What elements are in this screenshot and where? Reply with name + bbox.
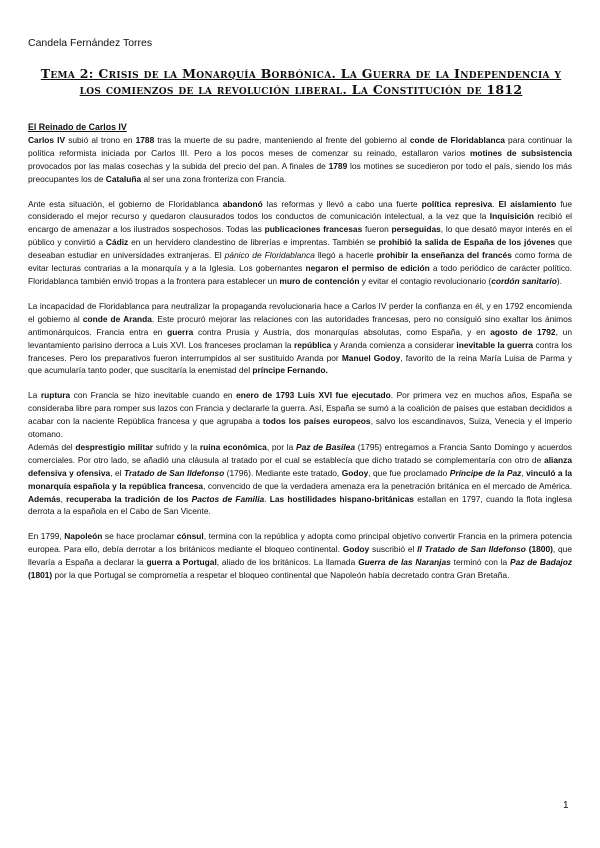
p5-run-1: desprestigio militar <box>75 441 154 452</box>
p5-run-23: Las hostilidades hispano-británicas <box>269 493 414 504</box>
p6-run-7: II Tratado de San Ildefonso <box>417 544 526 555</box>
paragraph-3: La incapacidad de Floridablanca para neutralizar la propaganda revolucionaria hace a Carlos IV perder la confianza en él, y en 1792 encomienda el gobierno al conde de Aranda. Este procuró mejorar las relaciones con las autoridades francesas, pero no consiguió sino exaltar los ánimos antimonárquicos. Francia entra en guerra contra Prusia y Austria, dos monarquías absolutas, como España, y en agosto de 1792, un levantamiento parisino derroca a Luis XVI. Los franceses proclaman la república y Aranda comienza a considerar inevitable la guerra contra los franceses. Pero los preparativos fueron interrumpidos al ser sustituido Aranda por Manuel Godoy, favorito de la reina María Luisa de Parma y que acumularía tanto poder, que suscitaría la enemistad del príncipe Fernando. <box>28 300 573 376</box>
p6-run-15: Paz de Badajoz <box>510 557 573 568</box>
p5-run-5: Paz de Basilea <box>295 441 355 452</box>
paragraph-5: Además del desprestigio militar sufrido y la ruina económica, por la Paz de Basilea (1795) entregamos a Francia Santo Domingo y acuerdos comerciales. Por otro lado, se añadió una cláusula al tratado por el cual se establecía que dicho tratado se complementaría con otro de alianza defensiva y ofensiva, el Tratado de San Ildefonso (1796). Mediante este tratado, Godoy, que fue proclamado Príncipe de la Paz, vinculó a la monarquía española y la república francesa, convencido de que la verdadera amenaza era la penetración británica en el mercado de América. Además, recuperaba la tradición de los Pactos de Familia. Las hostilidades hispano-británicas estallan en 1797, cuando la flota inglesa derrota a la española en el Cabo de San Vicente. <box>28 441 573 517</box>
paragraph-6: En 1799, Napoleón se hace proclamar cónsul, termina con la república y adopta como principal objetivo convertir Francia en la primera potencia europea. Para ello, debía derrotar a los británicos mediante el bloqueo continental. Godoy suscribió el II Tratado de San Ildefonso (1800), que llevaría a España a declarar la guerra a Portugal, aliado de los británicos. La llamada Guerra de las Naranjas terminó con la Paz de Badajoz (1801) por la que Portugal se comprometía a respetar el bloqueo continental que Napoleón había decretado contra Gran Bretaña. <box>28 531 573 581</box>
p5-run-11: Godoy <box>341 467 369 478</box>
document-body <box>28 121 572 594</box>
author-name: Candela Fernández Torres <box>28 37 153 49</box>
p2-run-5: El aislamiento <box>498 198 557 209</box>
p2-run-21: negaron el permiso de edición <box>305 263 430 274</box>
p4-run-5: todos los países europeos <box>262 416 371 427</box>
p6-run-17: (1801) <box>28 570 53 581</box>
page-number: 1 <box>563 800 569 811</box>
p4-run-1: ruptura <box>40 390 71 401</box>
p1-run-6: motines de subsistencia <box>469 147 572 158</box>
p2-run-13: Cádiz <box>105 237 129 248</box>
p2-run-17: pánico de Floridablanca <box>224 250 315 261</box>
p5-run-9: Tratado de San Ildefonso <box>123 467 225 478</box>
p3-run-1: conde de Aranda <box>82 313 152 324</box>
p5-run-17: Además <box>28 493 61 504</box>
p2-run-11: perseguidas <box>391 224 441 235</box>
p2-run-1: abandonó <box>222 198 263 209</box>
p2-run-25: cordón sanitario <box>491 275 557 286</box>
p6-run-5: Godoy <box>342 544 370 555</box>
p3-run-7: república <box>293 339 332 350</box>
paragraph-1: Carlos IV subió al trono en 1788 tras la muerte de su padre, manteniendo al frente del gobierno al conde de Floridablanca para continuar la política reformista iniciada por Carlos III. Pero a los pocos meses de comenzar su reinado, estallaron varios motines de subsistencia provocados por las malas cosechas y la subida del precio del pan. A finales de 1789 los motines se sucedieron por todo el país, siendo los más preocupantes los de Cataluña al ser una zona fronteriza con Francia. <box>28 134 572 184</box>
p5-run-7: alianza defensiva y ofensiva <box>28 454 572 478</box>
p2-run-15: prohibió la salida de España de los jóvenes <box>378 237 556 248</box>
p6-run-3: cónsul <box>176 531 204 542</box>
p2-run-3: política represiva <box>421 198 493 209</box>
p6-run-9: (1800) <box>528 544 553 555</box>
p5-run-3: ruina económica <box>199 441 267 452</box>
p4-run-3: enero de 1793 Luis XVI fue ejecutado <box>236 390 391 401</box>
p6-run-1: Napoleón <box>64 531 103 542</box>
p5-run-15: vinculó a la monarquía española y la república francesa <box>28 467 572 491</box>
p6-run-13: Guerra de las Naranjas <box>358 557 451 568</box>
p1-run-8: 1789 <box>328 160 348 171</box>
p2-run-23: muro de contención <box>279 275 360 286</box>
p5-run-19: recuperaba la tradición de los <box>66 493 189 504</box>
p1-run-2: 1788 <box>135 134 155 145</box>
p3-run-3: guerra <box>167 326 194 337</box>
p1-run-10: Cataluña <box>105 173 142 184</box>
p5-run-13: Príncipe de la Paz <box>449 467 522 478</box>
p1-run-4: conde de Floridablanca <box>409 134 505 145</box>
p2-run-9: publicaciones francesas <box>264 224 363 235</box>
p2-run-19: prohibir la enseñanza del francés <box>376 250 512 261</box>
p1-run-0: Carlos IV <box>28 134 66 145</box>
document-title: Tema 2: Crisis de la Monarquía Borbónica. La Guerra de la Independencia y los comienzos de la revolución liberal. La Constitución de 1812 <box>40 66 562 97</box>
paragraph-4: La ruptura con Francia se hizo inevitable cuando en enero de 1793 Luis XVI fue ejecutado. Por primera vez en muchos años, España se consideraba libre para romper sus lazos con Francia y declararle la guerra. Así, España se sumó a la coalición de países que estaban decididos a acabar con la naciente República francesa y que agrupaba a todos los países europeos, salvo los escandinavos, Suiza, Venecia y el imperio otomano. <box>28 390 572 440</box>
p3-run-11: Manuel Godoy <box>341 352 401 363</box>
p6-run-11: guerra a Portugal <box>146 557 217 568</box>
p2-run-7: Inquisición <box>489 211 534 222</box>
p3-run-13: príncipe Fernando. <box>252 365 328 376</box>
p5-run-21: Pactos de Familia <box>191 493 265 504</box>
section-heading: El Reinado de Carlos IV <box>28 122 127 132</box>
p3-run-5: agosto de 1792 <box>490 326 556 337</box>
paragraph-2: Ante esta situación, el gobierno de Floridablanca abandonó las reformas y llevó a cabo una fuerte política represiva. El aislamiento fue considerado el mejor recurso y quedaron clausurados todos los conductos de comunicación intelectual, a la vez que la Inquisición recibió el encargo de amenazar a los ilustrados sospechosos. Todas las publicaciones francesas fueron perseguidas, lo que desató mayor interés en el público y convirtió a Cádiz en un hervidero clandestino de librerías e imprentas. También se prohibió la salida de España de los jóvenes que deseaban estudiar en universidades extranjeras. El pánico de Floridablanca llegó a hacerle prohibir la enseñanza del francés como forma de evitar lecturas contrarias a la monarquía y a la Iglesia. Los gobernantes negaron el permiso de edición a todo periódico de carácter político. Floridablanca también envió tropas a la frontera para establecer un muro de contención y evitar el contagio revolucionario (cordón sanitario). <box>28 198 573 286</box>
p3-run-9: inevitable la guerra <box>456 339 534 350</box>
